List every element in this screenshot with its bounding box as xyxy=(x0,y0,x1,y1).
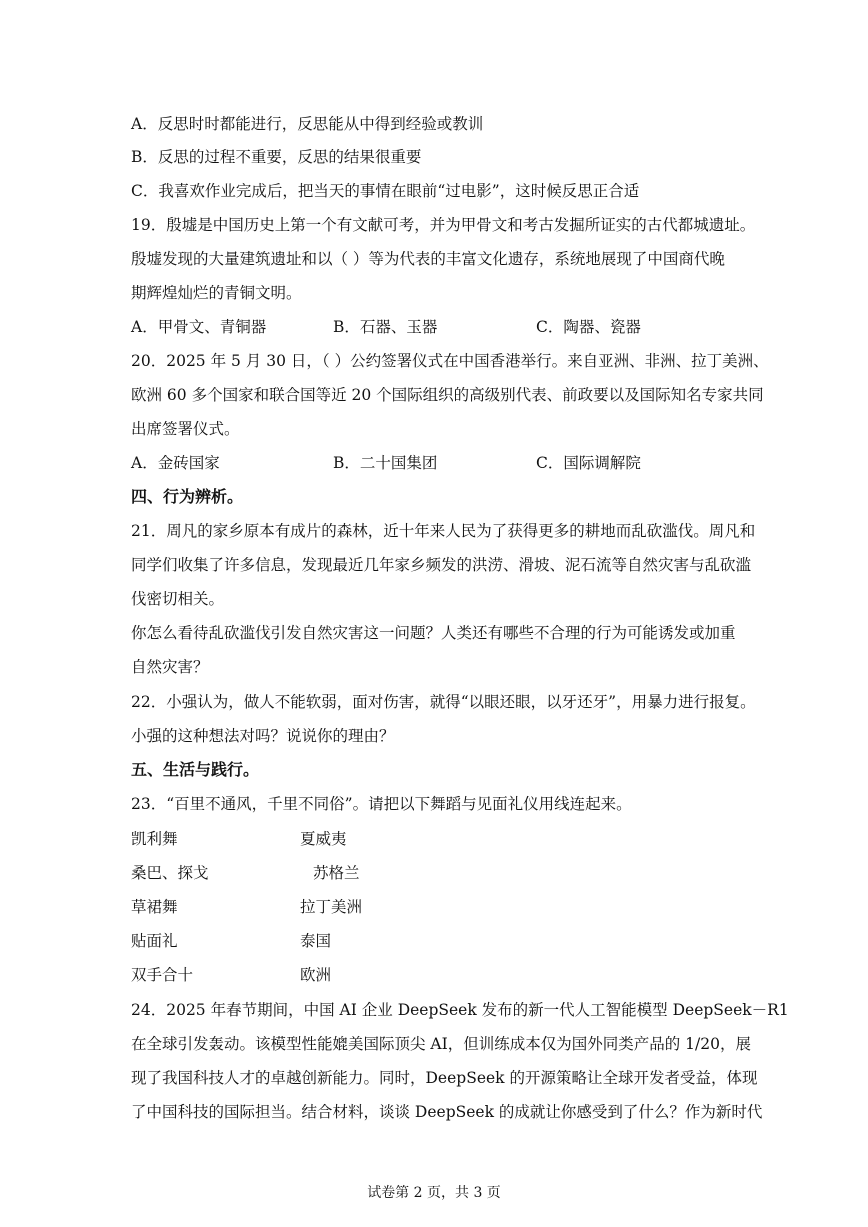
q21-line5: 自然灾害？ xyxy=(131,658,209,676)
q20-option-c: C．国际调解院 xyxy=(536,454,641,472)
q19-option-c: C．陶器、瓷器 xyxy=(536,318,641,336)
q19-line3: 期辉煌灿烂的青铜文明。 xyxy=(131,284,302,302)
q19-line2: 殷墟发现的大量建筑遗址和以（ ）等为代表的丰富文化遗存，系统地展现了中国商代晚 xyxy=(131,250,725,268)
q21-line2: 同学们收集了许多信息，发现最近几年家乡频发的洪涝、滑坡、泥石流等自然灾害与乱砍滥 xyxy=(131,556,752,574)
q22-line2: 小强的这种想法对吗？说说你的理由？ xyxy=(131,727,395,745)
q23-dance-left: 桑巴、探戈 xyxy=(131,864,209,882)
q24-line1: 24．2025 年春节期间，中国 AI 企业 DeepSeek 发布的新一代人工智能模型 DeepSeek－R1 xyxy=(131,1001,789,1019)
q24-line4: 了中国科技的国际担当。结合材料，谈谈 DeepSeek 的成就让你感受到了什么？作为新时代 xyxy=(131,1103,763,1121)
q22-line1: 22．小强认为，做人不能软弱，面对伤害，就得“以眼还眼，以牙还牙”，用暴力进行报复。 xyxy=(131,693,756,711)
q19-option-a: A．甲骨文、青铜器 xyxy=(131,318,267,336)
q18-option-c: C．我喜欢作业完成后，把当天的事情在眼前“过电影”，这时候反思正合适 xyxy=(131,182,640,200)
section5-title: 五、生活与践行。 xyxy=(131,760,260,779)
q18-option-a: A．反思时时都能进行，反思能从中得到经验或教训 xyxy=(131,115,484,133)
q23-place-right: 欧洲 xyxy=(300,966,332,984)
q21-line1: 21．周凡的家乡原本有成片的森林，近十年来人民为了获得更多的耕地而乱砍滥伐。周凡和 xyxy=(131,522,756,540)
q20-line3: 出席签署仪式。 xyxy=(131,420,240,438)
q23-dance-left: 贴面礼 xyxy=(131,932,178,950)
q23-place-right: 拉丁美洲 xyxy=(300,898,363,916)
q23-line1: 23．“百里不通风，千里不同俗”。请把以下舞蹈与见面礼仪用线连起来。 xyxy=(131,795,632,813)
q21-line4: 你怎么看待乱砍滥伐引发自然灾害这一问题？人类还有哪些不合理的行为可能诱发或加重 xyxy=(131,624,736,642)
q23-place-right: 苏格兰 xyxy=(313,864,360,882)
q24-line3: 现了我国科技人才的卓越创新能力。同时，DeepSeek 的开源策略让全球开发者受益，体现 xyxy=(131,1069,758,1087)
q19-line1: 19．殷墟是中国历史上第一个有文献可考，并为甲骨文和考古发掘所证实的古代都城遗址。 xyxy=(131,216,756,234)
q24-line2: 在全球引发轰动。该模型性能媲美国际顶尖 AI，但训练成本仅为国外同类产品的 1/20，展 xyxy=(131,1035,751,1053)
q23-place-right: 夏威夷 xyxy=(300,830,347,848)
q23-place-right: 泰国 xyxy=(300,932,332,950)
section4-title: 四、行为辨析。 xyxy=(131,487,244,506)
q20-option-a: A．金砖国家 xyxy=(131,454,220,472)
q23-dance-left: 双手合十 xyxy=(131,966,194,984)
page-footer: 试卷第 2 页，共 3 页 xyxy=(367,1185,501,1201)
q23-dance-left: 草裙舞 xyxy=(131,898,178,916)
q23-dance-left: 凯利舞 xyxy=(131,830,178,848)
q20-line1: 20．2025 年 5 月 30 日，（ ）公约签署仪式在中国香港举行。来自亚洲、非洲、拉丁美洲、 xyxy=(131,352,769,370)
q18-option-b: B．反思的过程不重要，反思的结果很重要 xyxy=(131,148,422,166)
q21-line3: 伐密切相关。 xyxy=(131,590,225,608)
q20-option-b: B．二十国集团 xyxy=(333,454,438,472)
q19-option-b: B．石器、玉器 xyxy=(333,318,438,336)
q20-line2: 欧洲 60 多个国家和联合国等近 20 个国际组织的高级别代表、前政要以及国际知名专家共同 xyxy=(131,386,764,404)
